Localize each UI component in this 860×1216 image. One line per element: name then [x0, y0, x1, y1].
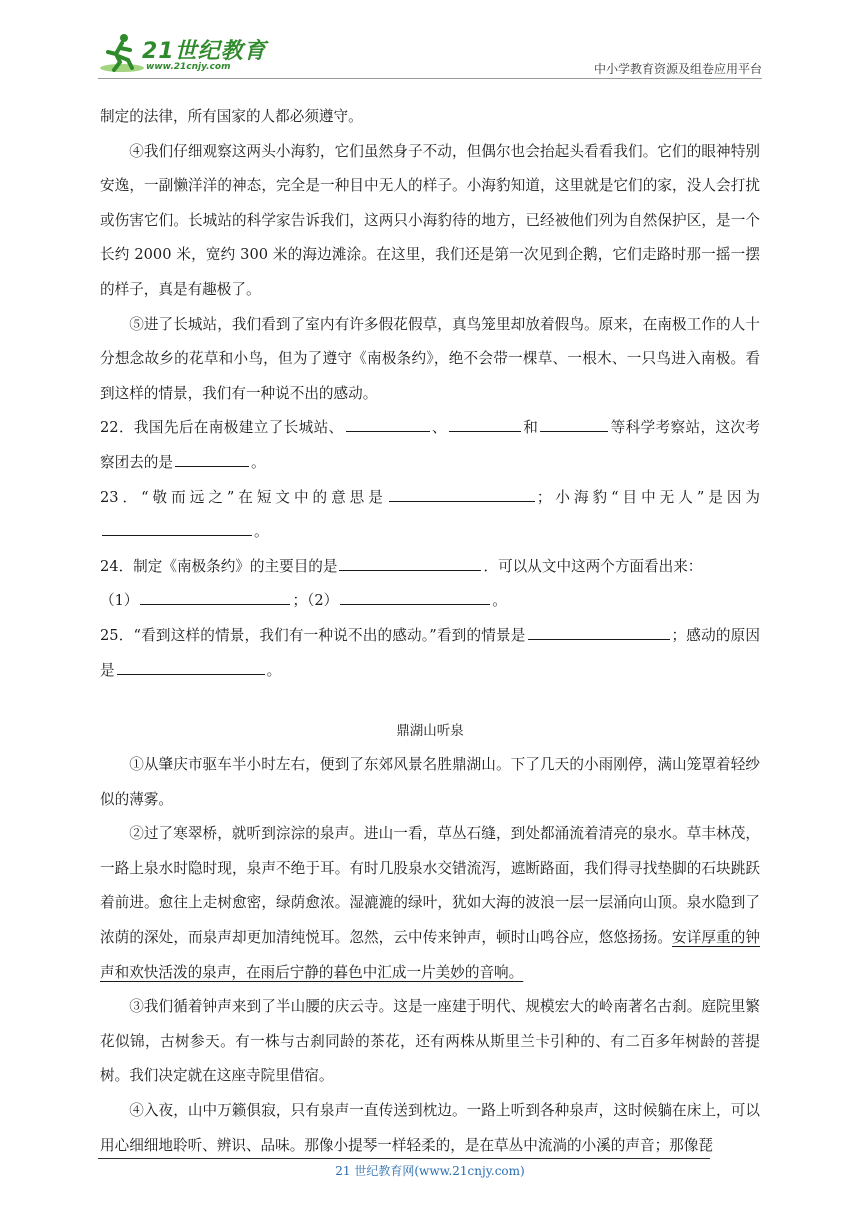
runner-logo-icon [98, 30, 144, 76]
question-text: 25．“看到这样的情景，我们有一种说不出的感动。”看到的情景是 [100, 626, 526, 644]
article-content [100, 100, 760, 1163]
logo-url: www.21cnjy.com [146, 62, 231, 72]
question-text: 。 [492, 592, 507, 610]
answer-blank[interactable] [102, 517, 252, 536]
logo-text: 21世纪教育 [142, 39, 267, 64]
header-divider [98, 78, 762, 79]
question-text: ；（2） [292, 592, 339, 610]
question-text: ；小海豹“目中无人”是因为 [536, 488, 760, 506]
answer-blank[interactable] [449, 413, 521, 432]
answer-blank[interactable] [117, 656, 265, 675]
question-text: ；感动的原因是 [100, 626, 760, 679]
paragraph: ③我们循着钟声来到了半山腰的庆云寺。这是一座建于明代、规模宏大的岭南著名古刹。庭院里繁花似锦，古树参天。有一株与古刹同龄的茶花，还有两株从斯里兰卡引种的、有二百多年树龄的菩提树。我们决定就在这座寺院里借宿。 [100, 998, 760, 1085]
site-logo[interactable] [98, 30, 268, 76]
answer-blank[interactable] [528, 621, 670, 640]
answer-blank[interactable] [140, 586, 290, 605]
question-25 [100, 619, 760, 688]
answer-blank[interactable] [339, 552, 481, 571]
question-text: （1） [100, 592, 139, 610]
underlined-sentence: 安详厚重的钟声和欢快活泼的泉声，在雨后宁静的暮色中汇成一片美妙的音响。 [100, 929, 760, 981]
answer-blank[interactable] [346, 413, 430, 432]
paragraph: 制定的法律，所有国家的人都必须遵守。 [100, 108, 363, 125]
question-text: 。 [254, 523, 269, 541]
question-text: 23．“敬而远之”在短文中的意思是 [100, 488, 387, 506]
question-24 [100, 550, 760, 619]
question-text: 24．制定《南极条约》的主要目的是 [100, 557, 338, 575]
passage-title: 鼎湖山听泉 [396, 723, 464, 740]
paragraph: ④我们仔细观察这两头小海豹，它们虽然身子不动，但偶尔也会抬起头看看我们。它们的眼神特别安逸，一副懒洋洋的神态，完全是一种目中无人的样子。小海豹知道，这里就是它们的家，没人会打扰或伤害它们。长城站的科学家告诉我们，这两只小海豹待的地方，已经被他们列为自然保护区，是一个长约 2000 米，宽约 300 米的海边滩涂。在这里，我们还是第一次见到企鹅，它们走路时那一摇一摆的样子，真是有趣极了。 [100, 142, 760, 298]
question-text: 。 [250, 453, 266, 471]
platform-name: 中小学教育资源及组卷应用平台 [593, 62, 762, 76]
question-text: 和 [522, 419, 539, 437]
question-22 [100, 411, 760, 480]
question-text: 、 [431, 419, 447, 437]
question-23 [100, 481, 760, 550]
paragraph: ④入夜，山中万籁俱寂，只有泉声一直传送到枕边。一路上听到各种泉声，这时候躺在床上，可以用心细细地聆听、辨识、品味。那像小提琴一样轻柔的，是在草丛中流淌的小溪的声音；那像琵 [100, 1102, 760, 1154]
page-header [98, 28, 762, 78]
paragraph: ①从肇庆市驱车半小时左右，便到了东郊风景名胜鼎湖山。下了几天的小雨刚停，满山笼罩着轻纱似的薄雾。 [100, 756, 760, 808]
question-text: ．可以从文中这两个方面看出来： [483, 557, 703, 575]
paragraph: ⑤进了长城站，我们看到了室内有许多假花假草，真鸟笼里却放着假鸟。原来，在南极工作的人十分想念故乡的花草和小鸟，但为了遵守《南极条约》，绝不会带一棵草、一根木、一只鸟进入南极。看到这样的情景，我们有一种说不出的感动。 [100, 315, 760, 402]
answer-blank[interactable] [389, 483, 535, 502]
page-footer[interactable]: 21 世纪教育网(www.21cnjy.com) [335, 1164, 525, 1178]
paragraph-text: ②过了寒翠桥，就听到淙淙的泉声。进山一看，草丛石缝，到处都涌流着清亮的泉水。草丰林茂，一路上泉水时隐时现，泉声不绝于耳。有时几股泉水交错流泻，遮断路面，我们得寻找垫脚的石块跳跃着前进。愈往上走树愈密，绿荫愈浓。湿漉漉的绿叶，犹如大海的波浪一层一层涌向山顶。泉水隐到了浓荫的深处，而泉声却更加清纯悦耳。忽然，云中传来钟声，顿时山鸣谷应，悠悠扬扬。 [100, 825, 760, 947]
answer-blank[interactable] [175, 448, 249, 467]
question-text: 。 [266, 661, 282, 679]
question-text: 等科学考察站，这次考察团去的是 [100, 419, 760, 471]
answer-blank[interactable] [540, 413, 608, 432]
paragraph [100, 817, 760, 990]
answer-blank[interactable] [340, 586, 490, 605]
footer-divider [98, 1158, 710, 1159]
question-text: 22．我国先后在南极建立了长城站、 [100, 419, 344, 437]
